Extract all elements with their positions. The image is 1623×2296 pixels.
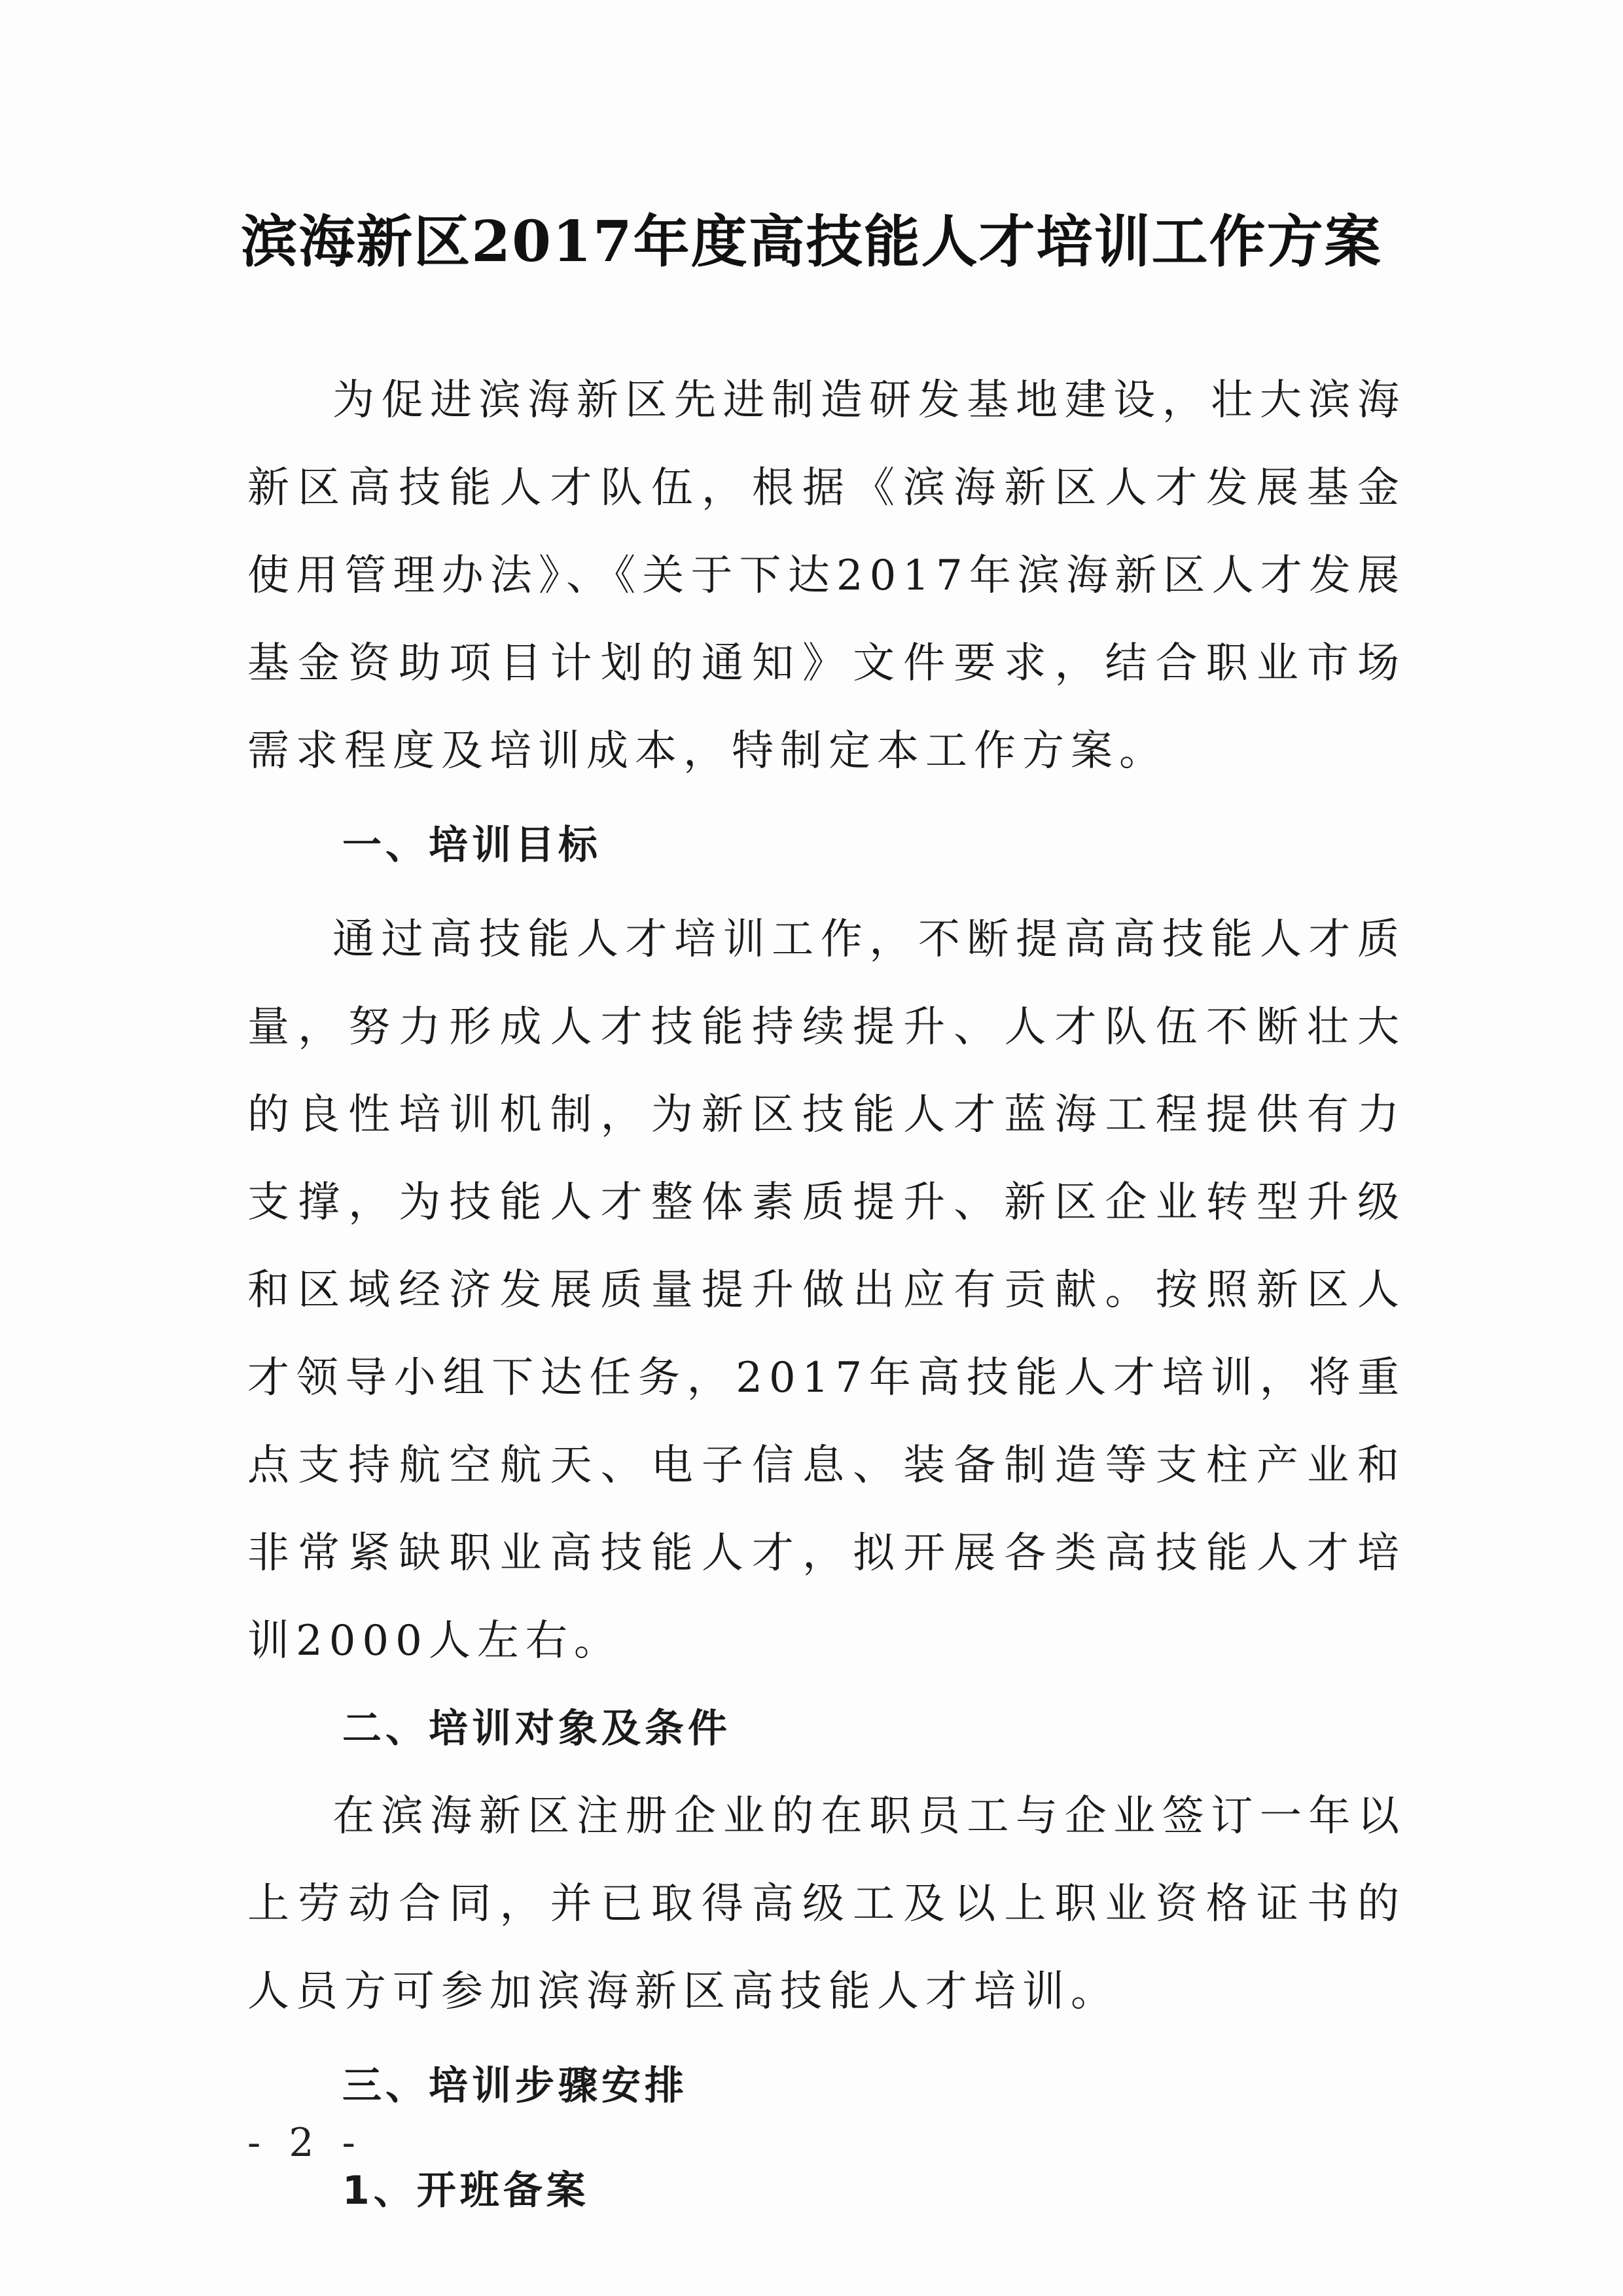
intro-paragraph: 为促进滨海新区先进制造研发基地建设，壮大滨海新区高技能人才队伍，根据《滨海新区人才发展基金使用管理办法》、《关于下达2017年滨海新区人才发展基金资助项目计划的通知》文件要求，结合职业市场需求程度及培训成本，特制定本工作方案。 <box>247 376 1406 775</box>
page-number: - 2 - <box>247 2120 363 2166</box>
section2-paragraph: 在滨海新区注册企业的在职员工与企业签订一年以上劳动合同，并已取得高级工及以上职业资格证书的人员方可参加滨海新区高技能人才培训。 <box>247 1792 1406 2016</box>
section1-paragraph: 通过高技能人才培训工作，不断提高高技能人才质量，努力形成人才技能持续提升、人才队伍不断壮大的良性培训机制，为新区技能人才蓝海工程提供有力支撑，为技能人才整体素质提升、新区企业转型升级和区域经济发展质量提升做出应有贡献。按照新区人才领导小组下达任务，2017年高技能人才培训，将重点支持航空航天、电子信息、装备制造等支柱产业和非常紧缺职业高技能人才，拟开展各类高技能人才培训2000人左右。 <box>247 915 1406 1665</box>
subsection-heading-class-registration: 1、开班备案 <box>342 2168 590 2214</box>
section-heading-training-steps: 三、培训步骤安排 <box>342 2063 688 2109</box>
document-title: 滨海新区2017年度高技能人才培训工作方案 <box>241 209 1382 275</box>
section-heading-training-targets: 二、培训对象及条件 <box>342 1706 731 1752</box>
section-heading-training-goals: 一、培训目标 <box>342 822 601 868</box>
document-body <box>247 357 1406 2234</box>
